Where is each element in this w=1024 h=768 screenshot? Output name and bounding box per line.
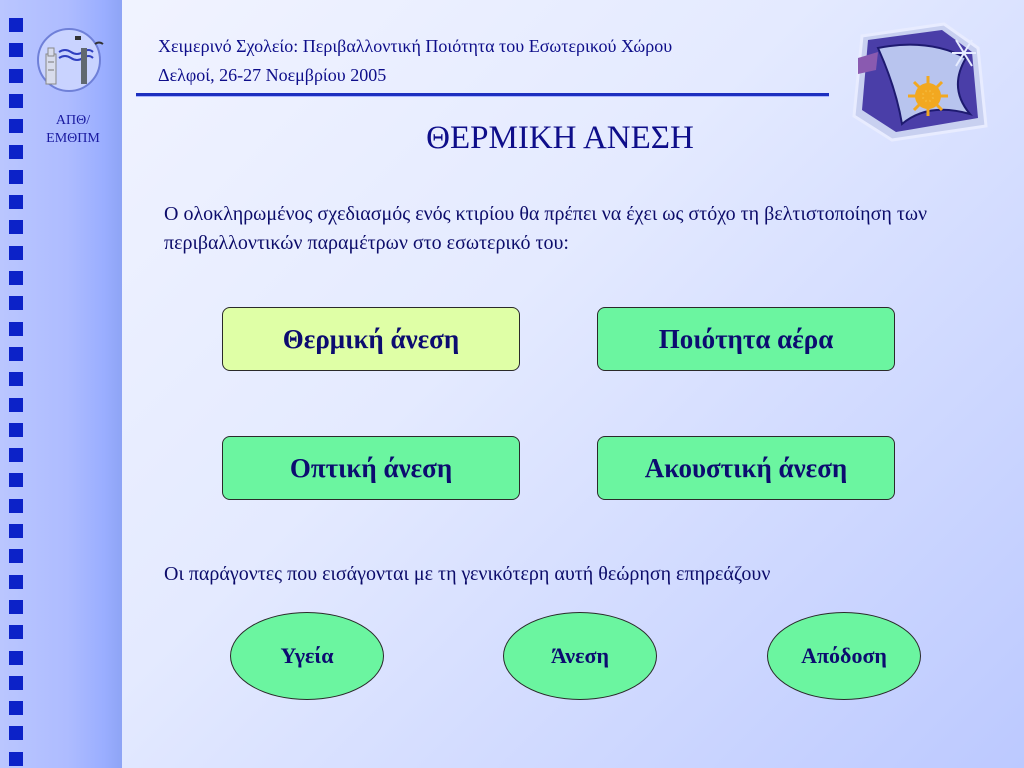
organization-line-2: ΕΜΘΠΜ (46, 131, 100, 146)
square-bullet-icon (9, 220, 23, 234)
square-bullet-icon (9, 145, 23, 159)
header-title: Χειμερινό Σχολείο: Περιβαλλοντική Ποιότητα του Εσωτερικού Χώρου (158, 36, 673, 56)
square-bullet-icon (9, 296, 23, 310)
square-bullet-icon (9, 752, 23, 766)
square-bullet-icon (9, 322, 23, 336)
square-bullet-icon (9, 119, 23, 133)
square-bullet-icon (9, 69, 23, 83)
square-bullet-icon (9, 549, 23, 563)
square-bullet-icon (9, 448, 23, 462)
outcome-oval-comfort: Άνεση (503, 612, 657, 700)
square-bullet-icon (9, 18, 23, 32)
parameter-box-acoustic: Ακουστική άνεση (597, 436, 895, 500)
square-bullet-icon (9, 726, 23, 740)
square-bullet-icon (9, 423, 23, 437)
square-bullet-icon (9, 600, 23, 614)
square-bullet-icon (9, 246, 23, 260)
square-bullet-icon (9, 701, 23, 715)
square-bullet-icon (9, 170, 23, 184)
parameter-box-thermal: Θερμική άνεση (222, 307, 520, 371)
parameter-box-air-quality: Ποιότητα αέρα (597, 307, 895, 371)
square-bullet-icon (9, 625, 23, 639)
square-bullet-icon (9, 499, 23, 513)
sidebar (0, 0, 122, 768)
school-emblem-icon (848, 18, 998, 143)
organization-line-1: ΑΠΘ/ (55, 113, 91, 128)
square-bullet-icon (9, 271, 23, 285)
square-bullet-icon (9, 575, 23, 589)
square-bullet-icon (9, 398, 23, 412)
header-divider-shadow (136, 96, 829, 97)
outcome-oval-health: Υγεία (230, 612, 384, 700)
outcome-oval-performance: Απόδοση (767, 612, 921, 700)
square-bullet-icon (9, 651, 23, 665)
square-bullet-icon (9, 195, 23, 209)
square-bullet-icon (9, 473, 23, 487)
parameter-box-visual: Οπτική άνεση (222, 436, 520, 500)
square-bullet-icon (9, 372, 23, 386)
header-subtitle: Δελφοί, 26-27 Νοεμβρίου 2005 (158, 65, 387, 85)
organization-label (28, 112, 118, 148)
factors-text: Οι παράγοντες που εισάγονται με τη γενικότερη αυτή θεώρηση επηρεάζουν (164, 563, 771, 585)
page-title: ΘΕΡΜΙΚΗ ΑΝΕΣΗ (426, 120, 694, 156)
intro-paragraph: Ο ολοκληρωμένος σχεδιασμός ενός κτιρίου θα πρέπει να έχει ως στόχο τη βελτιστοποίηση των περιβαλλοντικών παραμέτρων στο εσωτερικό του: (164, 203, 928, 254)
square-bullet-icon (9, 524, 23, 538)
square-bullet-icon (9, 94, 23, 108)
square-bullet-icon (9, 676, 23, 690)
square-bullet-icon (9, 43, 23, 57)
square-bullet-icon (9, 347, 23, 361)
university-logo-icon (33, 26, 111, 94)
